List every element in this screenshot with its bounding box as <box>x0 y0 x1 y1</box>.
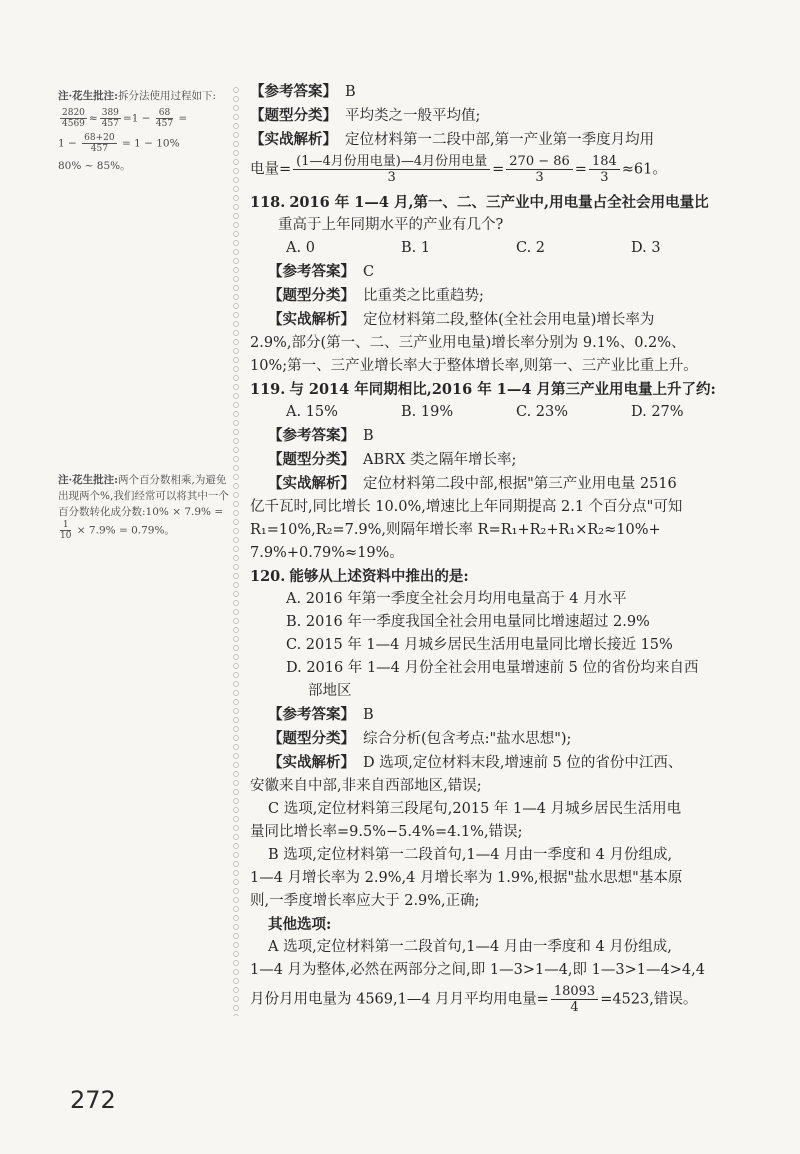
note-lead: 注·花生批注: <box>58 474 119 486</box>
type-row: 【题型分类】 ABRX 类之隔年增长率; <box>268 451 517 468</box>
margin-notes <box>58 88 230 541</box>
note-formula-line-2: 1 − $\frac{68+20}{457}$ = 1 − 10% <box>58 133 180 154</box>
note-lead: 注·花生批注: <box>58 90 119 102</box>
fraction: $\frac{68}{457}$ <box>155 108 174 129</box>
margin-note-1 <box>58 88 230 174</box>
analysis-formula: 月份月用电量为 4569,1—4 月月平均用电量= $\frac{18093}{4}$ =4523,错误。 <box>250 984 698 1015</box>
type-row: 【题型分类】 综合分析(包含考点:"盐水思想"); <box>268 730 572 747</box>
question-119-options <box>250 401 780 424</box>
option-d: D. 2016 年 1—4 月份全社会用电量增速前 5 位的省份均来自西 <box>286 660 699 676</box>
question-118: 118. 2016 年 1—4 月,第一、二、三产业中,用电量占全社会用电量比 <box>250 194 709 211</box>
fraction: $\frac{184}{3}$ <box>589 154 620 185</box>
analysis-formula: 电量= $\frac{\text{(1—4月份用电量)—4月份用电量}}{3}$ = $\frac{270 - 86}{3}$ = $\frac{184}{3}$ ≈61。 <box>250 154 667 185</box>
note-result: 80% ~ 85%。 <box>58 160 131 172</box>
answer-row: 【参考答案】 C <box>268 263 375 280</box>
question-118-stem: 重高于上年同期水平的产业有几个? <box>278 217 504 233</box>
option-c: C. 2015 年 1—4 月城乡居民生活用电量同比增长接近 15% <box>286 637 673 653</box>
option-a: A. 15% <box>286 404 338 420</box>
analysis-line: C 选项,定位材料第三段尾句,2015 年 1—4 月城乡居民生活用电 <box>268 801 682 817</box>
analysis-line: 2.9%,部分(第一、二、三产业用电量)增长率分别为 9.1%、0.2%、 <box>250 335 686 351</box>
note-formula-line-1: $\frac{2820}{4569}$ ≈ $\frac{389}{457}$ =1 − $\frac{68}{457}$ = <box>62 108 188 129</box>
margin-note-2 <box>58 472 230 541</box>
option-b: B. 1 <box>401 240 431 256</box>
fraction: $\frac{18093}{4}$ <box>551 984 598 1015</box>
option-b: B. 2016 年一季度我国全社会用电量同比增速超过 2.9% <box>286 614 650 630</box>
note-text: 拆分法使用过程如下: <box>118 90 217 102</box>
note-tail: × 7.9% = 0.79%。 <box>73 524 175 537</box>
type-row: 【题型分类】 平均类之一般平均值; <box>250 107 481 124</box>
analysis-line: 亿千瓦时,同比增长 10.0%,增速比上年同期提高 2.1 个百分点"可知 <box>250 499 683 515</box>
answer-row: 【参考答案】 B <box>268 427 374 444</box>
analysis-line: A 选项,定位材料第一二段首句,1—4 月由一季度和 4 月份组成, <box>268 939 672 955</box>
question-118-options <box>250 237 780 260</box>
analysis-row: 【实战解析】 定位材料第二段中部,根据"第三产业用电量 2516 <box>268 475 677 492</box>
analysis-line: B 选项,定位材料第一二段首句,1—4 月由一季度和 4 月份组成, <box>268 847 673 863</box>
wavy-divider <box>232 86 240 1016</box>
main-content <box>250 80 780 1015</box>
analysis-line: 7.9%+0.79%≈19%。 <box>250 545 404 561</box>
fraction: $\frac{1}{10}$ <box>60 520 72 541</box>
fraction: $\frac{270 - 86}{3}$ <box>506 154 573 185</box>
option-d: D. 27% <box>631 404 684 420</box>
option-a: A. 0 <box>286 240 315 256</box>
answer-row: 【参考答案】 B <box>268 706 374 723</box>
fraction: $\frac{\text{(1—4月份用电量)—4月份用电量}}{3}$ <box>293 154 490 185</box>
analysis-line: 安徽来自中部,非来自西部地区,错误; <box>250 778 482 794</box>
fraction: $\frac{68+20}{457}$ <box>84 133 115 154</box>
analysis-row: 【实战解析】 定位材料第二段,整体(全社会用电量)增长率为 <box>268 311 655 328</box>
note-text: 两个百分数相乘,为避免出现两个%,我们经常可以将其中一个百分数转化成分数:10% × 7.9% = <box>58 474 229 518</box>
option-a: A. 2016 年第一季度全社会月均用电量高于 4 月水平 <box>286 591 627 607</box>
option-c: C. 23% <box>516 404 569 420</box>
analysis-line: R₁=10%,R₂=7.9%,则隔年增长率 R=R₁+R₂+R₁×R₂≈10%+ <box>250 522 661 538</box>
analysis-line: 量同比增长率=9.5%−5.4%=4.1%,错误; <box>250 824 523 840</box>
type-row: 【题型分类】 比重类之比重趋势; <box>268 287 484 304</box>
analysis-line: 则,一季度增长率应大于 2.9%,正确; <box>250 893 480 909</box>
fraction: $\frac{2820}{4569}$ <box>62 108 85 129</box>
question-119: 119. 与 2014 年同期相比,2016 年 1—4 月第三产业用电量上升了约: <box>250 381 716 398</box>
analysis-line: 10%;第一、三产业增长率大于整体增长率,则第一、三产业比重上升。 <box>250 358 698 374</box>
analysis-line: 1—4 月为整体,必然在两部分之间,即 1—3>1—4,即 1—3>1—4>4,4 <box>250 962 705 978</box>
answer-row: 【参考答案】 B <box>250 83 356 100</box>
option-d-cont: 部地区 <box>308 683 352 699</box>
question-120: 120. 能够从上述资料中推出的是: <box>250 568 469 585</box>
fraction: $\frac{389}{457}$ <box>101 108 119 129</box>
option-c: C. 2 <box>516 240 546 256</box>
analysis-line: 1—4 月增长率为 2.9%,4 月增长率为 1.9%,根据"盐水思想"基本原 <box>250 870 683 886</box>
other-options-title: 其他选项: <box>268 916 332 933</box>
analysis-row: 【实战解析】 定位材料第一二段中部,第一产业第一季度月均用 <box>250 131 655 148</box>
analysis-row: 【实战解析】 D 选项,定位材料末段,增速前 5 位的省份中江西、 <box>268 754 683 771</box>
page-number: 272 <box>70 1086 116 1114</box>
option-d: D. 3 <box>631 240 661 256</box>
option-b: B. 19% <box>401 404 454 420</box>
